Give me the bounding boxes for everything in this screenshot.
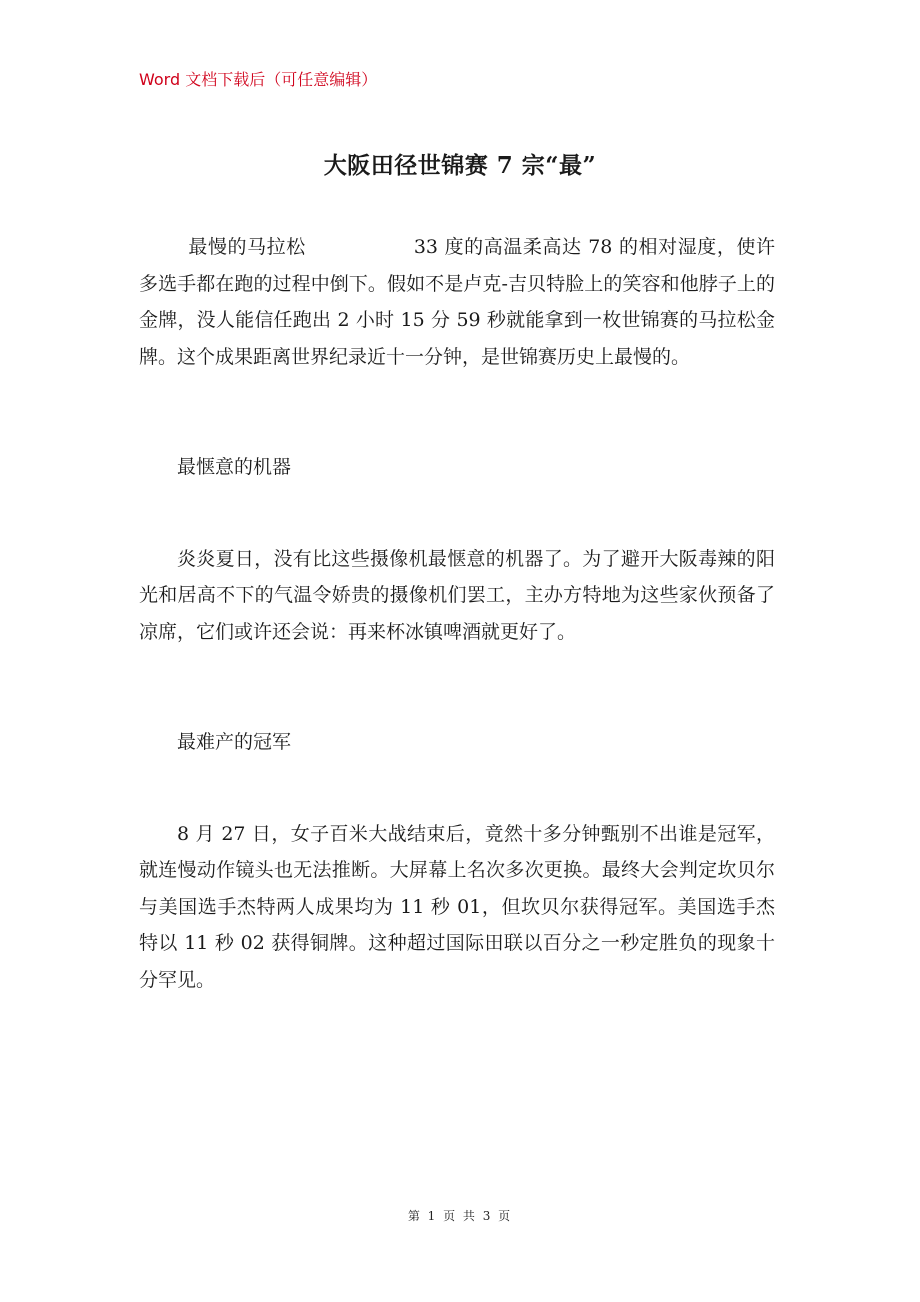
section-text: 8 月 27 日，女子百米大战结束后，竟然十多分钟甄别不出谁是冠军，就连慢动作镜头也无法推断。大屏幕上名次多次更换。最终大会判定坎贝尔与美国选手杰特两人成果均为 11 秒 01，但坎贝尔获得冠军。美国选手杰特以 11 秒 02 获得铜牌。这种超过国际田联以百分之一秒定胜负的现象十分罕见。 [139, 822, 775, 991]
document-body [139, 229, 775, 998]
section-text: 33 度的高温柔高达 78 的相对湿度，使许多选手都在跑的过程中倒下。假如不是卢克-吉贝特脸上的笑容和他脖子上的金牌，没人能信任跑出 2 小时 15 分 59 秒就能拿到一枚世锦赛的马拉松金牌。这个成果距离世界纪录近十一分钟，是世锦赛历史上最慢的。 [139, 236, 775, 368]
paragraph-gap [139, 486, 775, 541]
paragraph-gap [139, 650, 775, 724]
section-heading: 最慢的马拉松 [188, 236, 306, 258]
document-title: 大阪田径世锦赛 7 宗“最” [323, 152, 597, 179]
paragraph-gap [139, 761, 775, 816]
section-heading: 最惬意的机器 [177, 456, 292, 478]
section-heading: 最难产的冠军 [177, 731, 292, 753]
page-number: 第 1 页 共 3 页 [407, 1209, 513, 1223]
section-paragraph [139, 229, 775, 375]
section-text: 炎炎夏日，没有比这些摄像机最惬意的机器了。为了避开大阪毒辣的阳光和居高不下的气温令娇贵的摄像机们罢工，主办方特地为这些家伙预备了凉席，它们或许还会说：再来杯冰镇啤酒就更好了。 [139, 547, 775, 643]
download-watermark: Word 文档下载后（可任意编辑） [139, 70, 378, 89]
paragraph-gap [139, 375, 775, 449]
